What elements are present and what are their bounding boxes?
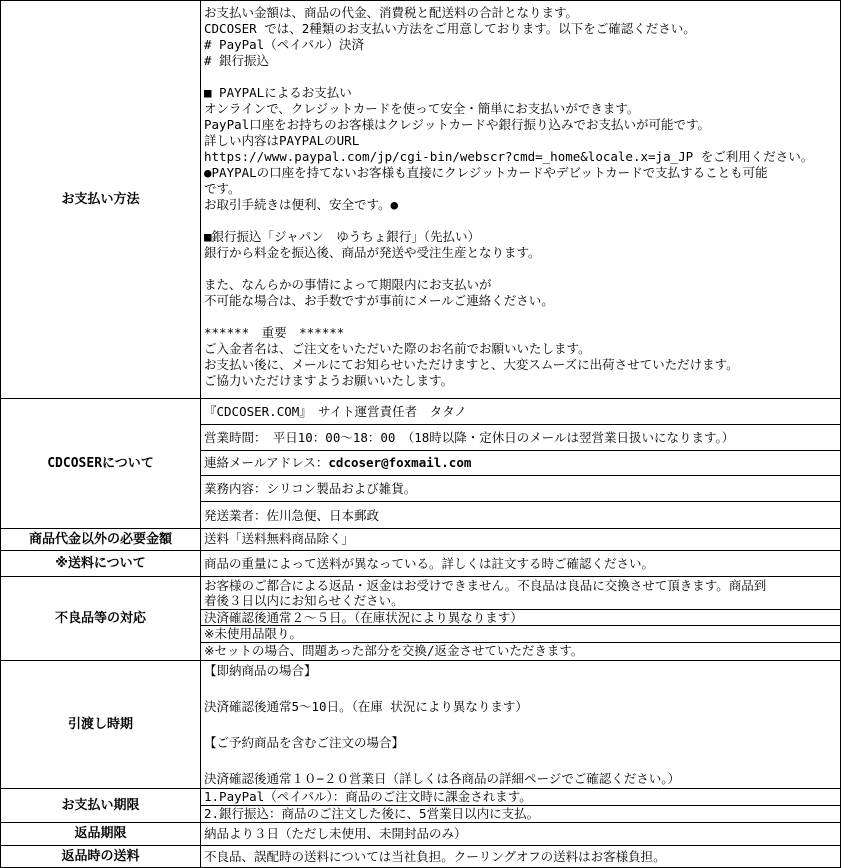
row-payment-deadline [1, 789, 840, 823]
text-line: 納品より３日（ただし未使用、未開封品のみ） [204, 826, 467, 841]
text-line: ※セットの場合、問題あった部分を交換/返金させていただきます。 [204, 643, 584, 659]
text-line: オンラインで、クレジットカードを使って安全・簡単にお支払いができます。 [204, 101, 640, 116]
text-line: https://www.paypal.com/jp/cgi-bin/webscr?cmd=_home&locale.x=ja_JP をご利用ください。 [204, 149, 814, 164]
text-line: 【ご予約商品を含むご注文の場合】 [204, 735, 405, 750]
label-text: 連絡メールアドレス： [204, 455, 329, 471]
row-content-about-cdcoser [201, 399, 840, 528]
row-shipping-note [1, 551, 840, 577]
text-line [204, 213, 837, 229]
content-cell [201, 789, 840, 806]
row-header-extra-fees: 商品代金以外の必要金額 [1, 529, 201, 550]
text-line: ご入金者名は、ご注文をいただいた際のお名前でお願いいたします。 [204, 341, 591, 356]
email-text: cdcoser@foxmail.com [328, 455, 472, 471]
text-line: また、なんらかの事情によって期限内にお支払いが [204, 277, 492, 292]
text-line [204, 261, 837, 277]
row-return-shipping [1, 846, 840, 868]
text-line: PayPal口座をお持ちのお客様はクレジットカードや銀行振り込みでお支払いが可能です。 [204, 117, 710, 132]
text-line [204, 309, 837, 325]
row-header-about-cdcoser: CDCOSERについて [1, 399, 201, 528]
content-cell [201, 399, 840, 425]
text-line: CDCOSER では、2種類のお支払い方法をご用意しております。以下をご確認ください。 [204, 21, 696, 36]
text-line: 1.PayPal（ペイパル）：商品のご注文時に課金されます。 [204, 789, 532, 805]
row-header-return-deadline: 返品期限 [1, 823, 201, 845]
text-line: 着後３日以内にお知らせください。 [204, 593, 404, 608]
content-cell [201, 551, 840, 576]
content-cell [201, 846, 840, 867]
text-line: 決済確認後通常5〜10日。（在庫 状況により異なります） [204, 699, 528, 714]
text-line: 決済確認後通常１０−２０営業日（詳しくは各商品の詳細ページでご確認ください。） [204, 771, 681, 786]
text-line: 詳しい内容はPAYPALのURL [204, 133, 360, 148]
row-defective-items [1, 577, 840, 661]
row-header-payment-method: お支払い方法 [1, 1, 201, 398]
content-cell [201, 626, 840, 643]
row-extra-fees [1, 529, 840, 551]
row-return-deadline [1, 823, 840, 846]
row-payment-method [1, 1, 840, 399]
text-line: ****** 重要 ****** [204, 325, 345, 340]
row-content-return-deadline [201, 823, 840, 845]
text-line: 不可能な場合は、お手数ですが事前にメールご連絡ください。 [204, 293, 554, 308]
text-line: 送料「送料無料商品除く」 [204, 531, 355, 546]
row-content-defective-items [201, 577, 840, 660]
text-line: です。 [204, 181, 241, 196]
text-line: # PayPal（ペイパル）決済 [204, 37, 364, 52]
text-line [204, 455, 471, 470]
text-line: ●PAYPALの口座を持てないお客様も直接にクレジットカードやデビットカードで支払することも可能 [204, 165, 768, 180]
row-content-return-shipping [201, 846, 840, 868]
row-header-shipping-note: ※送料について [1, 551, 201, 576]
row-header-defective-items: 不良品等の対応 [1, 577, 201, 660]
text-line: お客様のご都合による返品・返金はお受けできません。不良品は良品に交換させて頂きます。商品到 [204, 578, 767, 593]
content-cell [201, 451, 840, 477]
content-cell [201, 806, 840, 822]
text-line: 業務内容：シリコン製品および雑貨。 [204, 481, 417, 497]
row-content-delivery-time [201, 661, 840, 788]
content-cell [201, 476, 840, 502]
row-header-return-shipping: 返品時の送料 [1, 846, 201, 868]
text-line: ご協力いただけますようお願いいたします。 [204, 373, 454, 388]
row-header-delivery-time: 引渡し時期 [1, 661, 201, 788]
row-content-extra-fees [201, 529, 840, 550]
text-line: お取引手続きは便利、安全です。● [204, 197, 399, 212]
text-line: 【即納商品の場合】 [204, 663, 317, 678]
text-line: ■ PAYPALによるお支払い [204, 85, 352, 100]
text-line: ■銀行振込「ジャパン ゆうちょ銀行」（先払い） [204, 229, 481, 244]
text-line: 不良品、誤配時の送料については当社負担。クーリングオフの送料はお客様負担。 [204, 849, 666, 864]
text-line: 2.銀行振込：商品のご注文した後に、5営業日以内に支払。 [204, 806, 540, 822]
text-line: お支払い後に、メールにてお知らせいただけますと、大変スムーズに出荷させていただけます。 [204, 357, 739, 372]
text-line: 『CDCOSER.COM』 サイト運営責任者 タタノ [204, 403, 467, 419]
text-line: 決済確認後通常２〜５日。（在庫状況により異なります） [204, 609, 523, 625]
content-cell [201, 823, 840, 844]
row-header-payment-deadline: お支払い期限 [1, 789, 201, 822]
content-cell [201, 1, 840, 393]
text-line: 発送業者：佐川急便、日本郵政 [204, 507, 380, 523]
text-line: ※未使用品限り。 [204, 626, 302, 642]
text-line [204, 716, 837, 734]
content-cell [201, 425, 840, 451]
content-cell [201, 502, 840, 528]
text-line: 営業時間： 平日10：00〜18：00 （18時以降・定休日のメールは翌営業日扱いになります。） [204, 429, 735, 445]
text-line: 銀行から料金を振込後、商品が発送や受注生産となります。 [204, 245, 541, 260]
text-line: 商品の重量によって送料が異なっている。詳しくは註文する時ご確認ください。 [204, 556, 655, 571]
content-cell [201, 643, 840, 660]
row-delivery-time [1, 661, 840, 789]
content-cell [201, 661, 840, 788]
content-cell [201, 577, 840, 610]
content-cell [201, 529, 840, 548]
row-content-payment-deadline [201, 789, 840, 822]
text-line: お支払い金額は、商品の代金、消費税と配送料の合計となります。 [204, 5, 579, 20]
text-line [204, 69, 837, 85]
row-content-shipping-note [201, 551, 840, 576]
content-cell [201, 610, 840, 627]
row-about-cdcoser [1, 399, 840, 529]
text-line [204, 752, 837, 770]
row-content-payment-method [201, 1, 840, 398]
text-line: # 銀行振込 [204, 53, 270, 68]
text-line [204, 680, 837, 698]
